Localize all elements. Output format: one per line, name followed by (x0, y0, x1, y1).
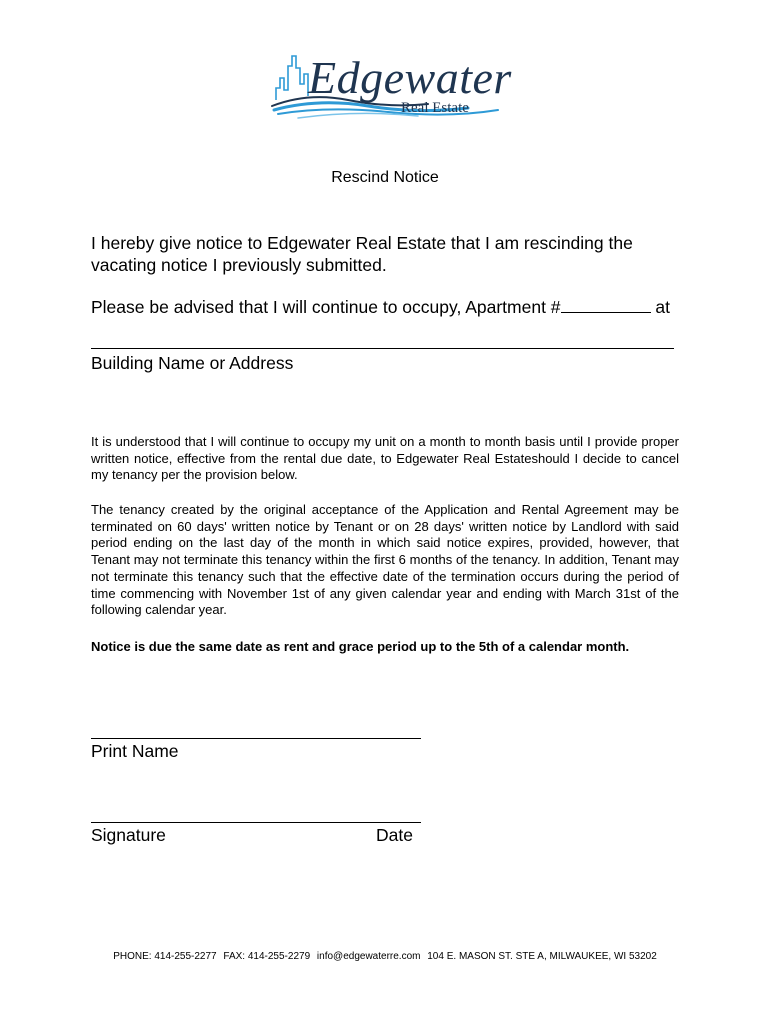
address-label: Building Name or Address (91, 353, 294, 373)
signature-field-line[interactable] (91, 822, 421, 823)
document-title: Rescind Notice (331, 169, 439, 186)
occupy-text: Please be advised that I will continue to occupy, Apartment # (91, 297, 561, 317)
signature-label: Signature (91, 825, 166, 845)
footer-email: info@edgewaterre.com (316, 951, 421, 962)
notice-due-note: Notice is due the same date as rent and grace period up to the 5th of a calendar month. (91, 639, 630, 654)
print-name-label: Print Name (91, 741, 179, 761)
apartment-number-field[interactable] (561, 298, 651, 313)
date-label: Date (376, 825, 413, 845)
rescind-statement: I hereby give notice to Edgewater Real Estate that I am rescinding the vacating notice I previously submitted. (91, 233, 633, 275)
continue-occupy-statement (91, 296, 691, 318)
month-to-month-paragraph: It is understood that I will continue to occupy my unit on a month to month basis until I provide proper written notice, effective from the rental due date, to Edgewater Real Estateshould I decide to cancel my tenancy per the provision below. (91, 434, 679, 483)
print-name-field-line[interactable] (91, 738, 421, 739)
occupy-text-at: at (650, 297, 671, 317)
logo-name: Edgewater (308, 52, 512, 103)
footer-contact (0, 951, 770, 963)
tenancy-terms-paragraph: The tenancy created by the original acceptance of the Application and Rental Agreement may be terminated on 60 days' written notice by Tenant or on 28 days' written notice by Landlord with said period ending on the last day of the month in which said notice expires, provided, however, that Tenant may not terminate this tenancy within the first 6 months of the tenancy. In addition, Tenant may not terminate this tenancy such that the effective date of the termination occurs during the period of time commencing with November 1st of any given calendar year and ending with March 31st of the following calendar year. (91, 502, 679, 618)
footer-address: 104 E. MASON ST. STE A, MILWAUKEE, WI 53202 (427, 951, 657, 962)
footer-fax: FAX: 414-255-2279 (223, 951, 311, 962)
footer-phone: PHONE: 414-255-2277 (113, 951, 217, 962)
address-field-line[interactable] (91, 348, 674, 349)
logo-subtitle: Real Estate (401, 100, 469, 116)
company-logo (268, 50, 512, 125)
